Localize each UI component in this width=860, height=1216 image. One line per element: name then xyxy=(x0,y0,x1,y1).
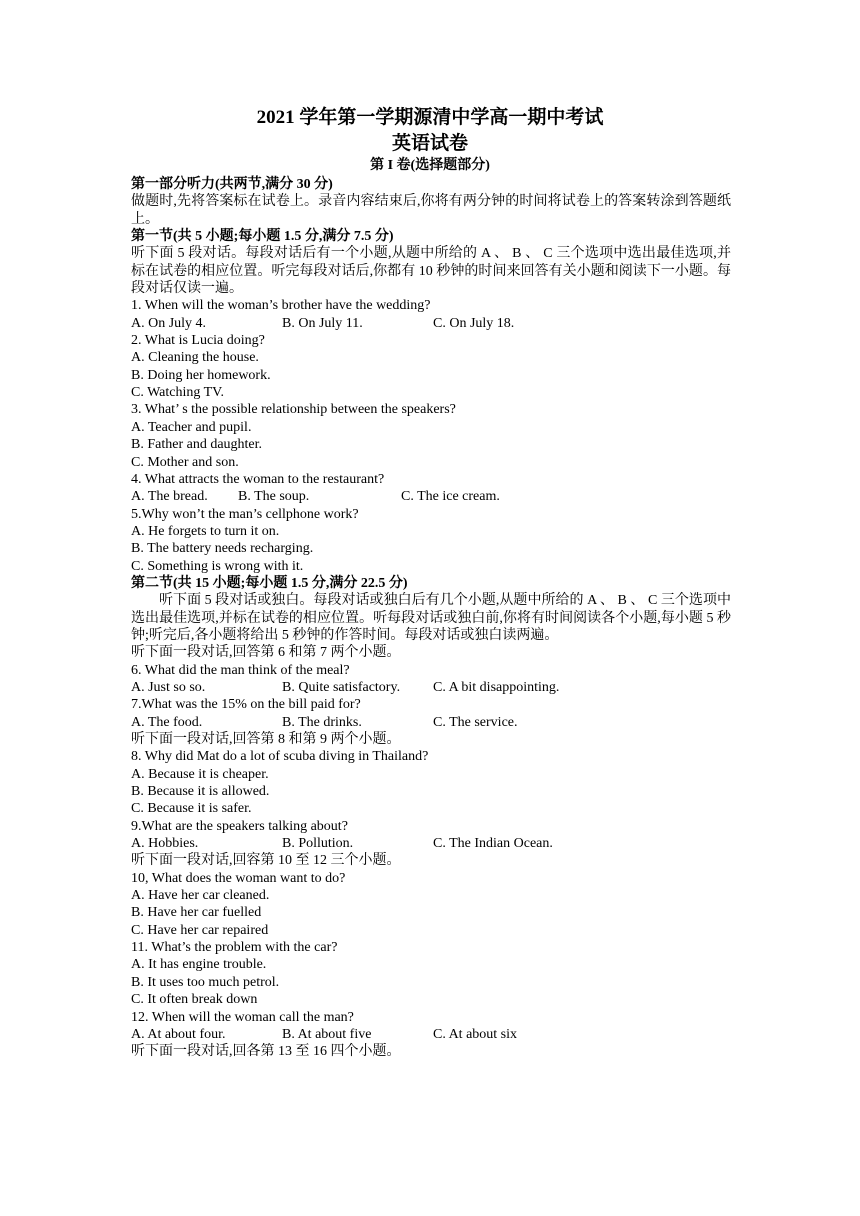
option-a: A. On July 4. xyxy=(131,315,207,331)
dialogue-direction: 听下面一段对话,回各第 13 至 16 四个小题。 xyxy=(131,1044,401,1060)
part1-instructions: 做题时,先将答案标在试卷上。录音内容结束后,你将有两分钟的时间将试卷上的答案转涂到答题纸上。 xyxy=(131,194,731,227)
option-b: B. It uses too much petrol. xyxy=(131,974,280,990)
option-b: B. Doing her homework. xyxy=(131,367,271,383)
option-a: A. Teacher and pupil. xyxy=(131,419,252,435)
option-a: A. It has engine trouble. xyxy=(131,957,267,973)
option-b: B. At about five xyxy=(282,1026,372,1042)
question-7-stem: 7.What was the 15% on the bill paid for? xyxy=(131,697,361,713)
question-6-options xyxy=(131,679,731,696)
section2-heading: 第二节(共 15 小题;每小题 1.5 分,满分 22.5 分) xyxy=(131,575,408,591)
question-1-stem: 1. When will the woman’s brother have the wedding? xyxy=(131,298,431,314)
question-9-options xyxy=(131,835,731,852)
option-b: B. Have her car fuelled xyxy=(131,905,262,921)
option-b: B. Father and daughter. xyxy=(131,437,263,453)
option-c: C. On July 18. xyxy=(433,315,515,331)
question-5-stem: 5.Why won’t the man’s cellphone work? xyxy=(131,506,359,522)
option-c: C. The service. xyxy=(433,714,518,730)
option-b: B. Because it is allowed. xyxy=(131,784,270,800)
option-c: C. Have her car repaired xyxy=(131,922,269,938)
option-c: C. A bit disappointing. xyxy=(433,679,560,695)
question-10-stem: 10, What does the woman want to do? xyxy=(131,870,346,886)
question-6-stem: 6. What did the man think of the meal? xyxy=(131,662,350,678)
dialogue-direction: 听下面一段对话,回容第 10 至 12 三个小题。 xyxy=(131,853,401,869)
question-4-options xyxy=(131,488,731,505)
option-b: B. The drinks. xyxy=(282,714,362,730)
exam-subject: 英语试卷 xyxy=(391,133,468,154)
option-b: B. On July 11. xyxy=(282,315,363,331)
option-c: C. Because it is safer. xyxy=(131,801,252,817)
volume-label: 第 I 卷(选择题部分) xyxy=(370,158,490,173)
option-a: A. Have her car cleaned. xyxy=(131,888,270,904)
option-a: A. The food. xyxy=(131,714,203,730)
option-b: B. Pollution. xyxy=(282,836,354,852)
option-a: A. Cleaning the house. xyxy=(131,350,259,366)
section1-instructions: 听下面 5 段对话。每段对话后有一个小题,从题中所给的 A 、 B 、 C 三个选项中选出最佳选项,并标在试卷的相应位置。听完每段对话后,你都有 10 秒钟的时间来回答有关小题和阅读下一小题。每段对话仅读一遍。 xyxy=(131,246,731,297)
option-a: A. Because it is cheaper. xyxy=(131,766,269,782)
option-a: A. The bread. xyxy=(131,489,208,505)
section1-heading: 第一节(共 5 小题;每小题 1.5 分,满分 7.5 分) xyxy=(131,229,394,245)
dialogue-direction: 听下面一段对话,回答第 8 和第 9 两个小题。 xyxy=(131,732,401,747)
option-c: C. At about six xyxy=(433,1026,518,1042)
question-7-options xyxy=(131,714,731,731)
exam-content xyxy=(131,176,731,1061)
question-8-stem: 8. Why did Mat do a lot of scuba diving in Thailand? xyxy=(131,749,429,765)
option-c: C. Watching TV. xyxy=(131,385,224,401)
option-c: C. Something is wrong with it. xyxy=(131,558,304,574)
question-12-stem: 12. When will the woman call the man? xyxy=(131,1009,354,1025)
part1-heading: 第一部分听力(共两节,满分 30 分) xyxy=(131,177,333,192)
question-11-stem: 11. What’s the problem with the car? xyxy=(131,940,338,956)
question-3-stem: 3. What’ s the possible relationship between the speakers? xyxy=(131,402,456,418)
option-a: A. Just so so. xyxy=(131,679,206,695)
dialogue-direction: 听下面一段对话,回答第 6 和第 7 两个小题。 xyxy=(131,645,401,661)
exam-title: 2021 学年第一学期源清中学高一期中考试 xyxy=(256,107,604,128)
option-c: C. Mother and son. xyxy=(131,454,239,470)
option-a: A. Hobbies. xyxy=(131,836,199,852)
option-b: B. Quite satisfactory. xyxy=(282,679,401,695)
option-c: C. The Indian Ocean. xyxy=(433,836,553,852)
question-1-options xyxy=(131,315,731,332)
option-a: A. At about four. xyxy=(131,1026,226,1042)
option-a: A. He forgets to turn it on. xyxy=(131,523,280,539)
question-2-stem: 2. What is Lucia doing? xyxy=(131,333,265,349)
question-12-options xyxy=(131,1026,731,1043)
option-c: C. The ice cream. xyxy=(401,489,500,505)
option-c: C. It often break down xyxy=(131,992,258,1008)
section2-instructions: 听下面 5 段对话或独白。每段对话或独白后有几个小题,从题中所给的 A 、 B 、 C 三个选项中选出最佳选项,并标在试卷的相应位置。听每段对话或独白前,你将有时间阅读各个小题,每小题 5 秒钟;听完后,各小题将给出 5 秒钟的作答时间。每段对话或独白读两遍。 xyxy=(131,593,731,643)
question-9-stem: 9.What are the speakers talking about? xyxy=(131,818,348,834)
question-4-stem: 4. What attracts the woman to the restaurant? xyxy=(131,471,385,487)
option-b: B. The soup. xyxy=(238,489,310,505)
option-b: B. The battery needs recharging. xyxy=(131,541,314,557)
